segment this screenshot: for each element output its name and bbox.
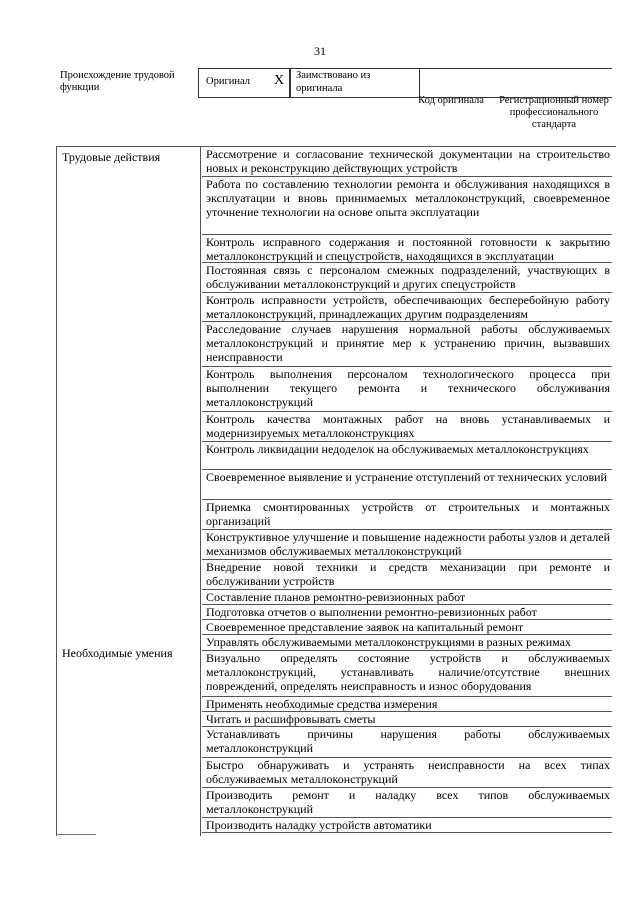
table-row: Рассмотрение и согласование технической документации на строительство новых и реконструкцию действующих устройств [202, 147, 612, 177]
table-rows [202, 147, 612, 833]
table-row: Подготовка отчетов о выполнении ремонтно-ревизионных работ [202, 605, 612, 620]
original-mark: X [274, 73, 285, 88]
code-box [419, 68, 612, 98]
section-title-labor-actions: Трудовые действия [62, 150, 161, 164]
page-number: 31 [314, 44, 326, 58]
table-column-divider [200, 146, 201, 836]
original-label: Оригинал [206, 76, 250, 87]
table-row: Внедрение новой техники и средств механизации при ремонте и обслуживании устройств [202, 560, 612, 590]
table-row: Контроль исправности устройств, обеспечивающих бесперебойную работу металлоконструкций, принадлежащих другим подразделениям [202, 293, 612, 322]
borrowed-label: Заимствовано из оригинала [296, 70, 371, 94]
table-row: Быстро обнаруживать и устранять неисправности на всех типах обслуживаемых металлоконструкций [202, 758, 612, 788]
table-row: Контроль качества монтажных работ на вновь устанавливаемых и модернизируемых металлоконструкциях [202, 412, 612, 442]
table-row: Управлять обслуживаемыми металлоконструкциями в разных режимах [202, 635, 612, 651]
table-row: Приемка смонтированных устройств от строительных и монтажных организаций [202, 500, 612, 530]
section-title-required-skills: Необходимые умения [62, 646, 173, 660]
table-row: Читать и расшифровывать сметы [202, 712, 612, 727]
table-row: Визуально определять состояние устройств и обслуживаемых металлоконструкций, устанавливать наличие/отсутствие внешних повреждений, определять неисправность и износ оборудования [202, 651, 612, 697]
reg-number-label: Регистрационный номер профессионального стандарта [499, 95, 609, 130]
origin-label: Происхождение трудовой функции [60, 70, 175, 93]
table-row: Устанавливать причины нарушения работы обслуживаемых металлоконструкций [202, 727, 612, 758]
table-row: Конструктивное улучшение и повышение надежности работы узлов и деталей механизмов обслуживаемых металлоконструкций [202, 530, 612, 560]
table-row: Своевременное выявление и устранение отступлений от технических условий [202, 470, 612, 500]
code-label: Код оригинала [418, 95, 484, 106]
table-row: Применять необходимые средства измерения [202, 697, 612, 712]
table-row: Составление планов ремонтно-ревизионных работ [202, 590, 612, 605]
table-row: Своевременное представление заявок на капитальный ремонт [202, 620, 612, 635]
table-row: Производить ремонт и наладку всех типов обслуживаемых металлоконструкций [202, 788, 612, 818]
table-row: Производить наладку устройств автоматики [202, 818, 612, 833]
table-row: Постоянная связь с персоналом смежных подразделений, участвующих в обслуживании металлоконструкций и других спецустройств [202, 263, 612, 293]
table-row: Контроль выполнения персоналом технологического процесса при выполнении текущего ремонта и технического обслуживания металлоконструкций [202, 367, 612, 412]
table-left-border [56, 146, 57, 836]
table-row: Контроль исправного содержания и постоянной готовности к закрытию металлоконструкций и спецустройств, находящихся в эксплуатации [202, 235, 612, 263]
table-row: Расследование случаев нарушения нормальной работы обслуживаемых металлоконструкций и принятие мер к устранению причин, вызвавших неисправности [202, 322, 612, 367]
table-bottom-mark [56, 834, 96, 835]
table-row: Работа по составлению технологии ремонта и обслуживания находящихся в эксплуатации и вновь принимаемых металлоконструкций, своевременное уточнение технологии на основе опыта эксплуатации [202, 177, 612, 235]
table-row: Контроль ликвидации недоделок на обслуживаемых металлоконструкциях [202, 442, 612, 470]
